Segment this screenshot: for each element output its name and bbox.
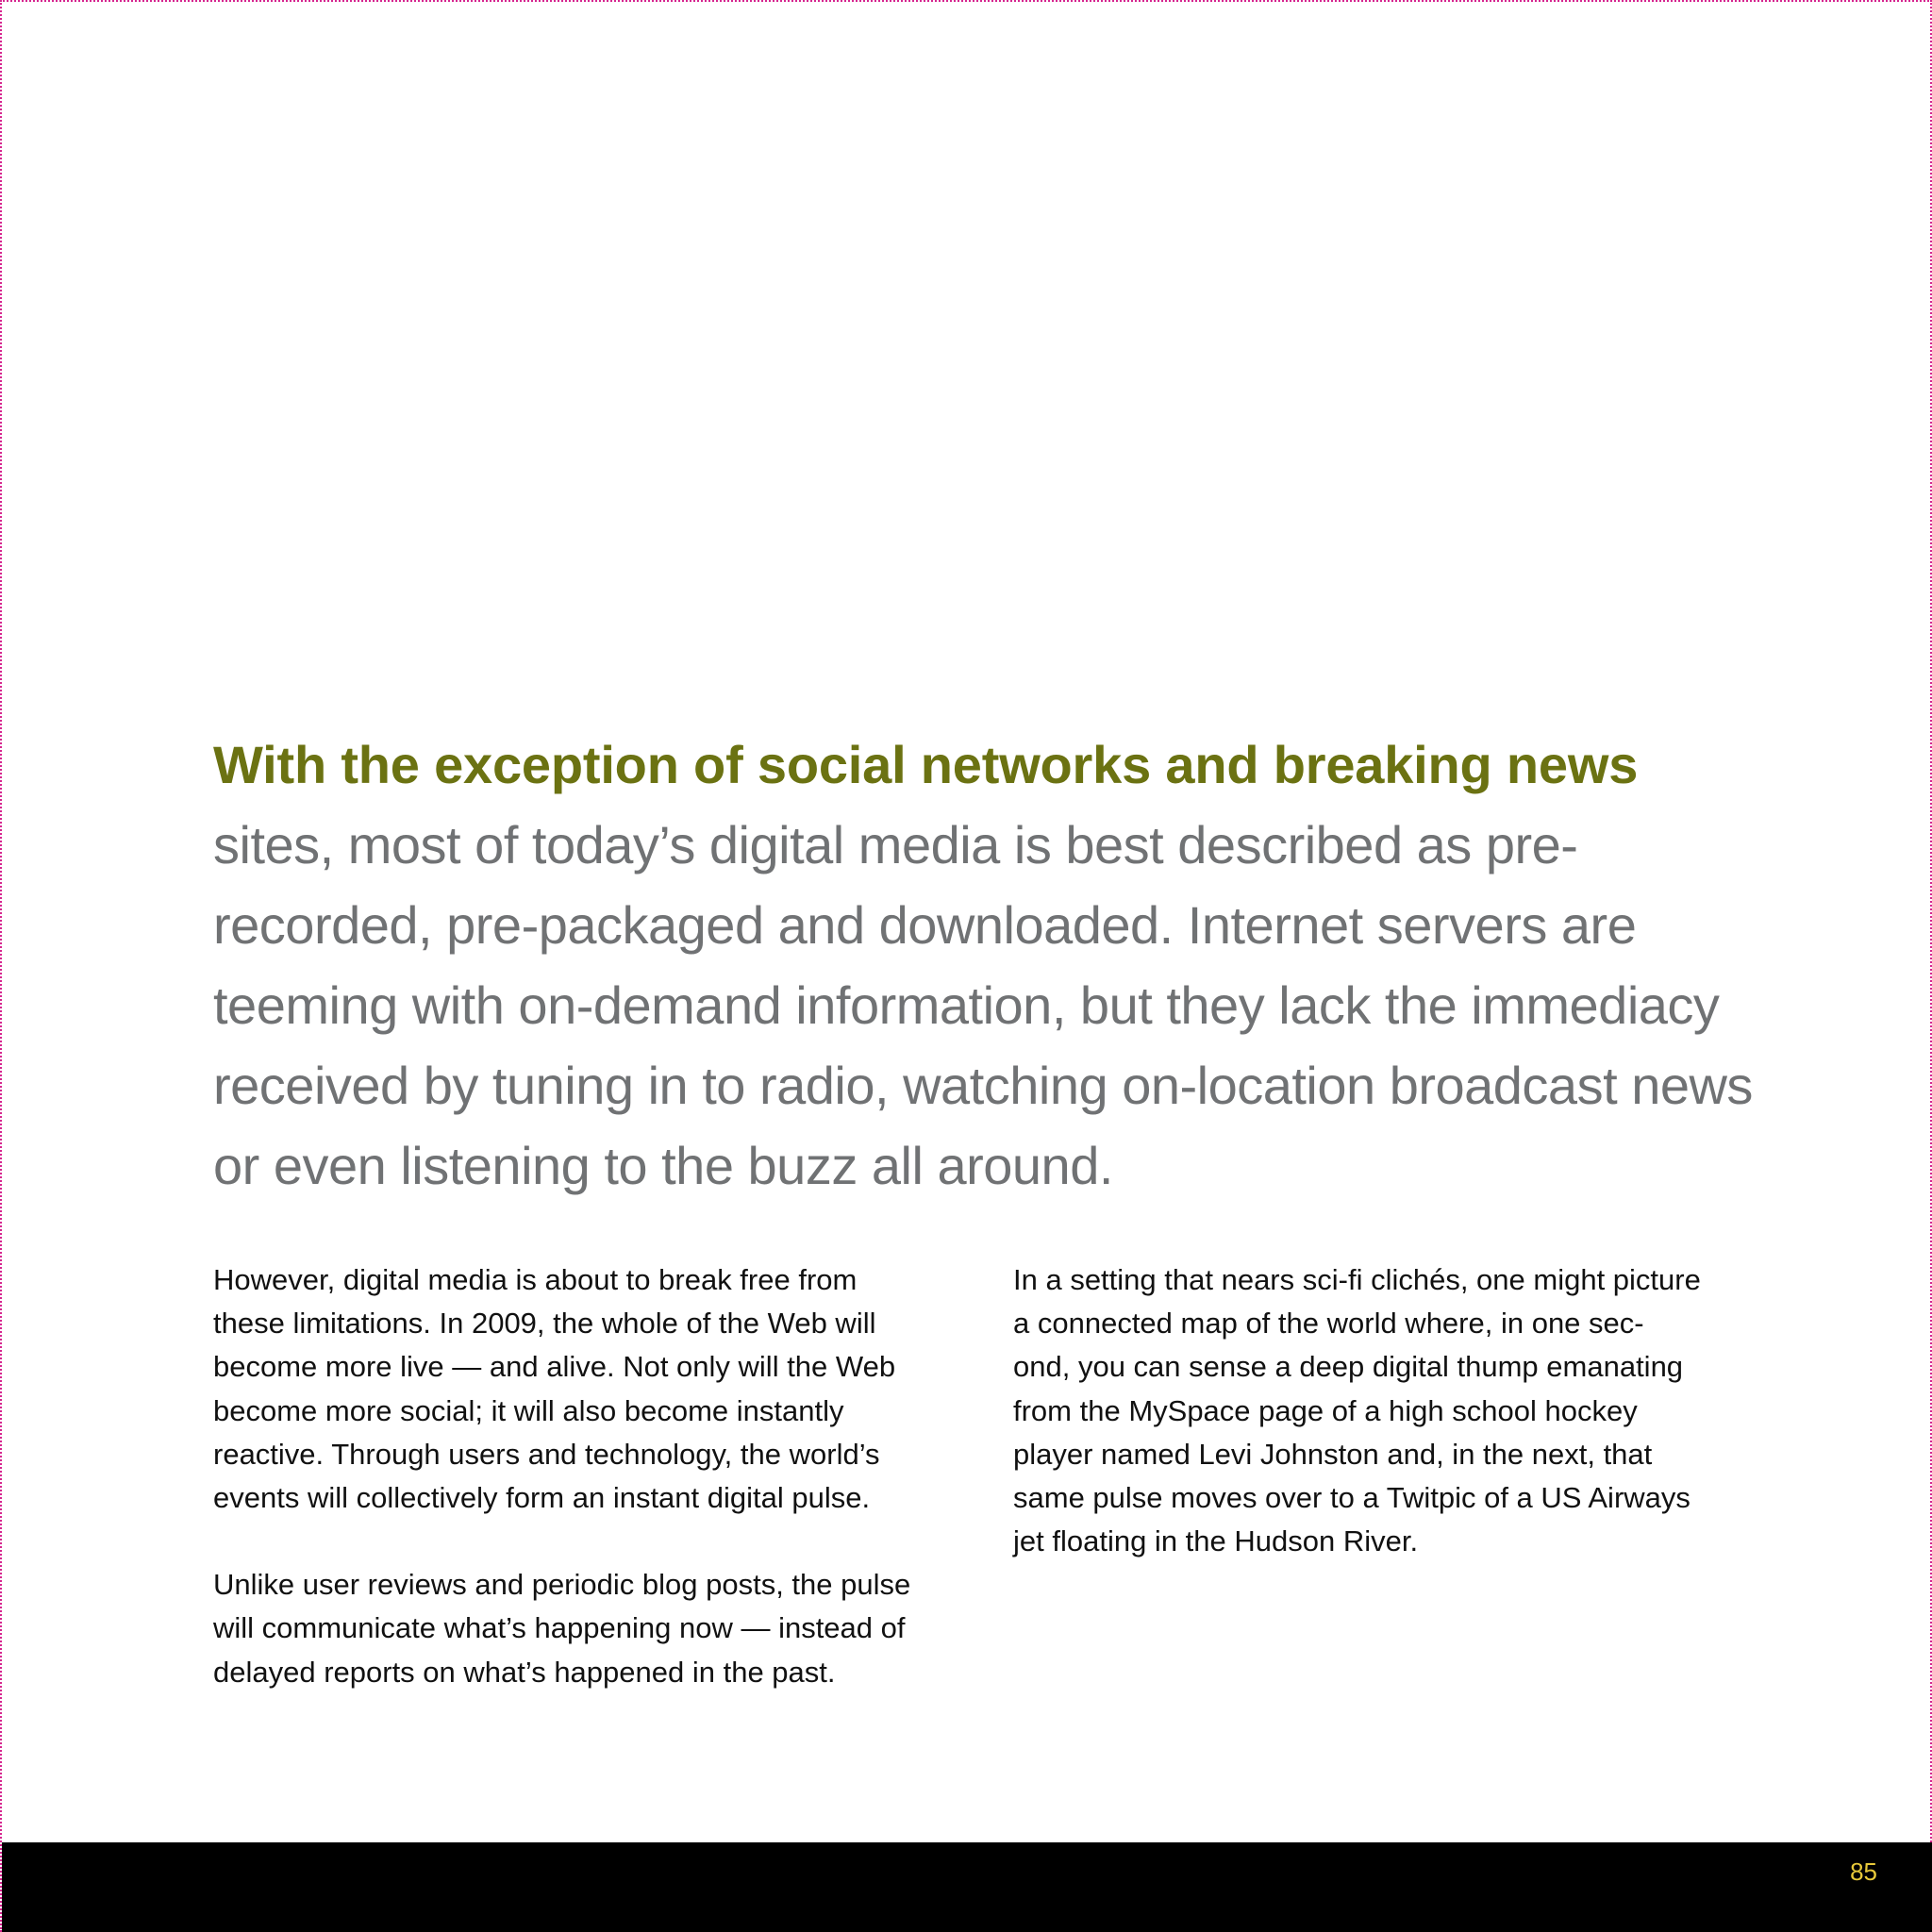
footer-bar [2, 1842, 1932, 1932]
page-number: 85 [1850, 1857, 1877, 1886]
body-paragraph: Unlike user reviews and periodic blog posts, the pulse will communicate what’s happening now — instead of delayed reports on what’s happened in the past. [213, 1568, 911, 1689]
lead-text: sites, most of today’s digital media is best described as pre-recorded, pre-packaged and downloaded. Internet servers are teeming with on-demand information, but they lack the immediacy received by tuning in to radio, watching on-location broadcast news or even listening to the buzz all around. [213, 815, 1753, 1195]
body-column-right [1013, 1258, 1843, 1607]
body-paragraph: However, digital media is about to break free from these limitations. In 2009, the whole of the Web will become more live — and alive. Not only will the Web become more social; it will also become instantly reactive. Through users and technology, the world’s events will collectively form an instant digital pulse. [213, 1263, 896, 1515]
lead-paragraph [213, 724, 1760, 1206]
body-paragraph: In a setting that nears sci-fi clichés, one might picture a connected map of the world where, in one sec- ond, you can sense a deep digital thump emanating from the MySpace page of a high school hockey player named Levi Johnston and, in the next, that same pulse moves over to a Twitpic of a US Airways jet floating in the Hudson River. [1013, 1263, 1701, 1558]
body-column-left [213, 1258, 987, 1738]
lead-highlight: With the exception of social networks and breaking news [213, 735, 1639, 794]
